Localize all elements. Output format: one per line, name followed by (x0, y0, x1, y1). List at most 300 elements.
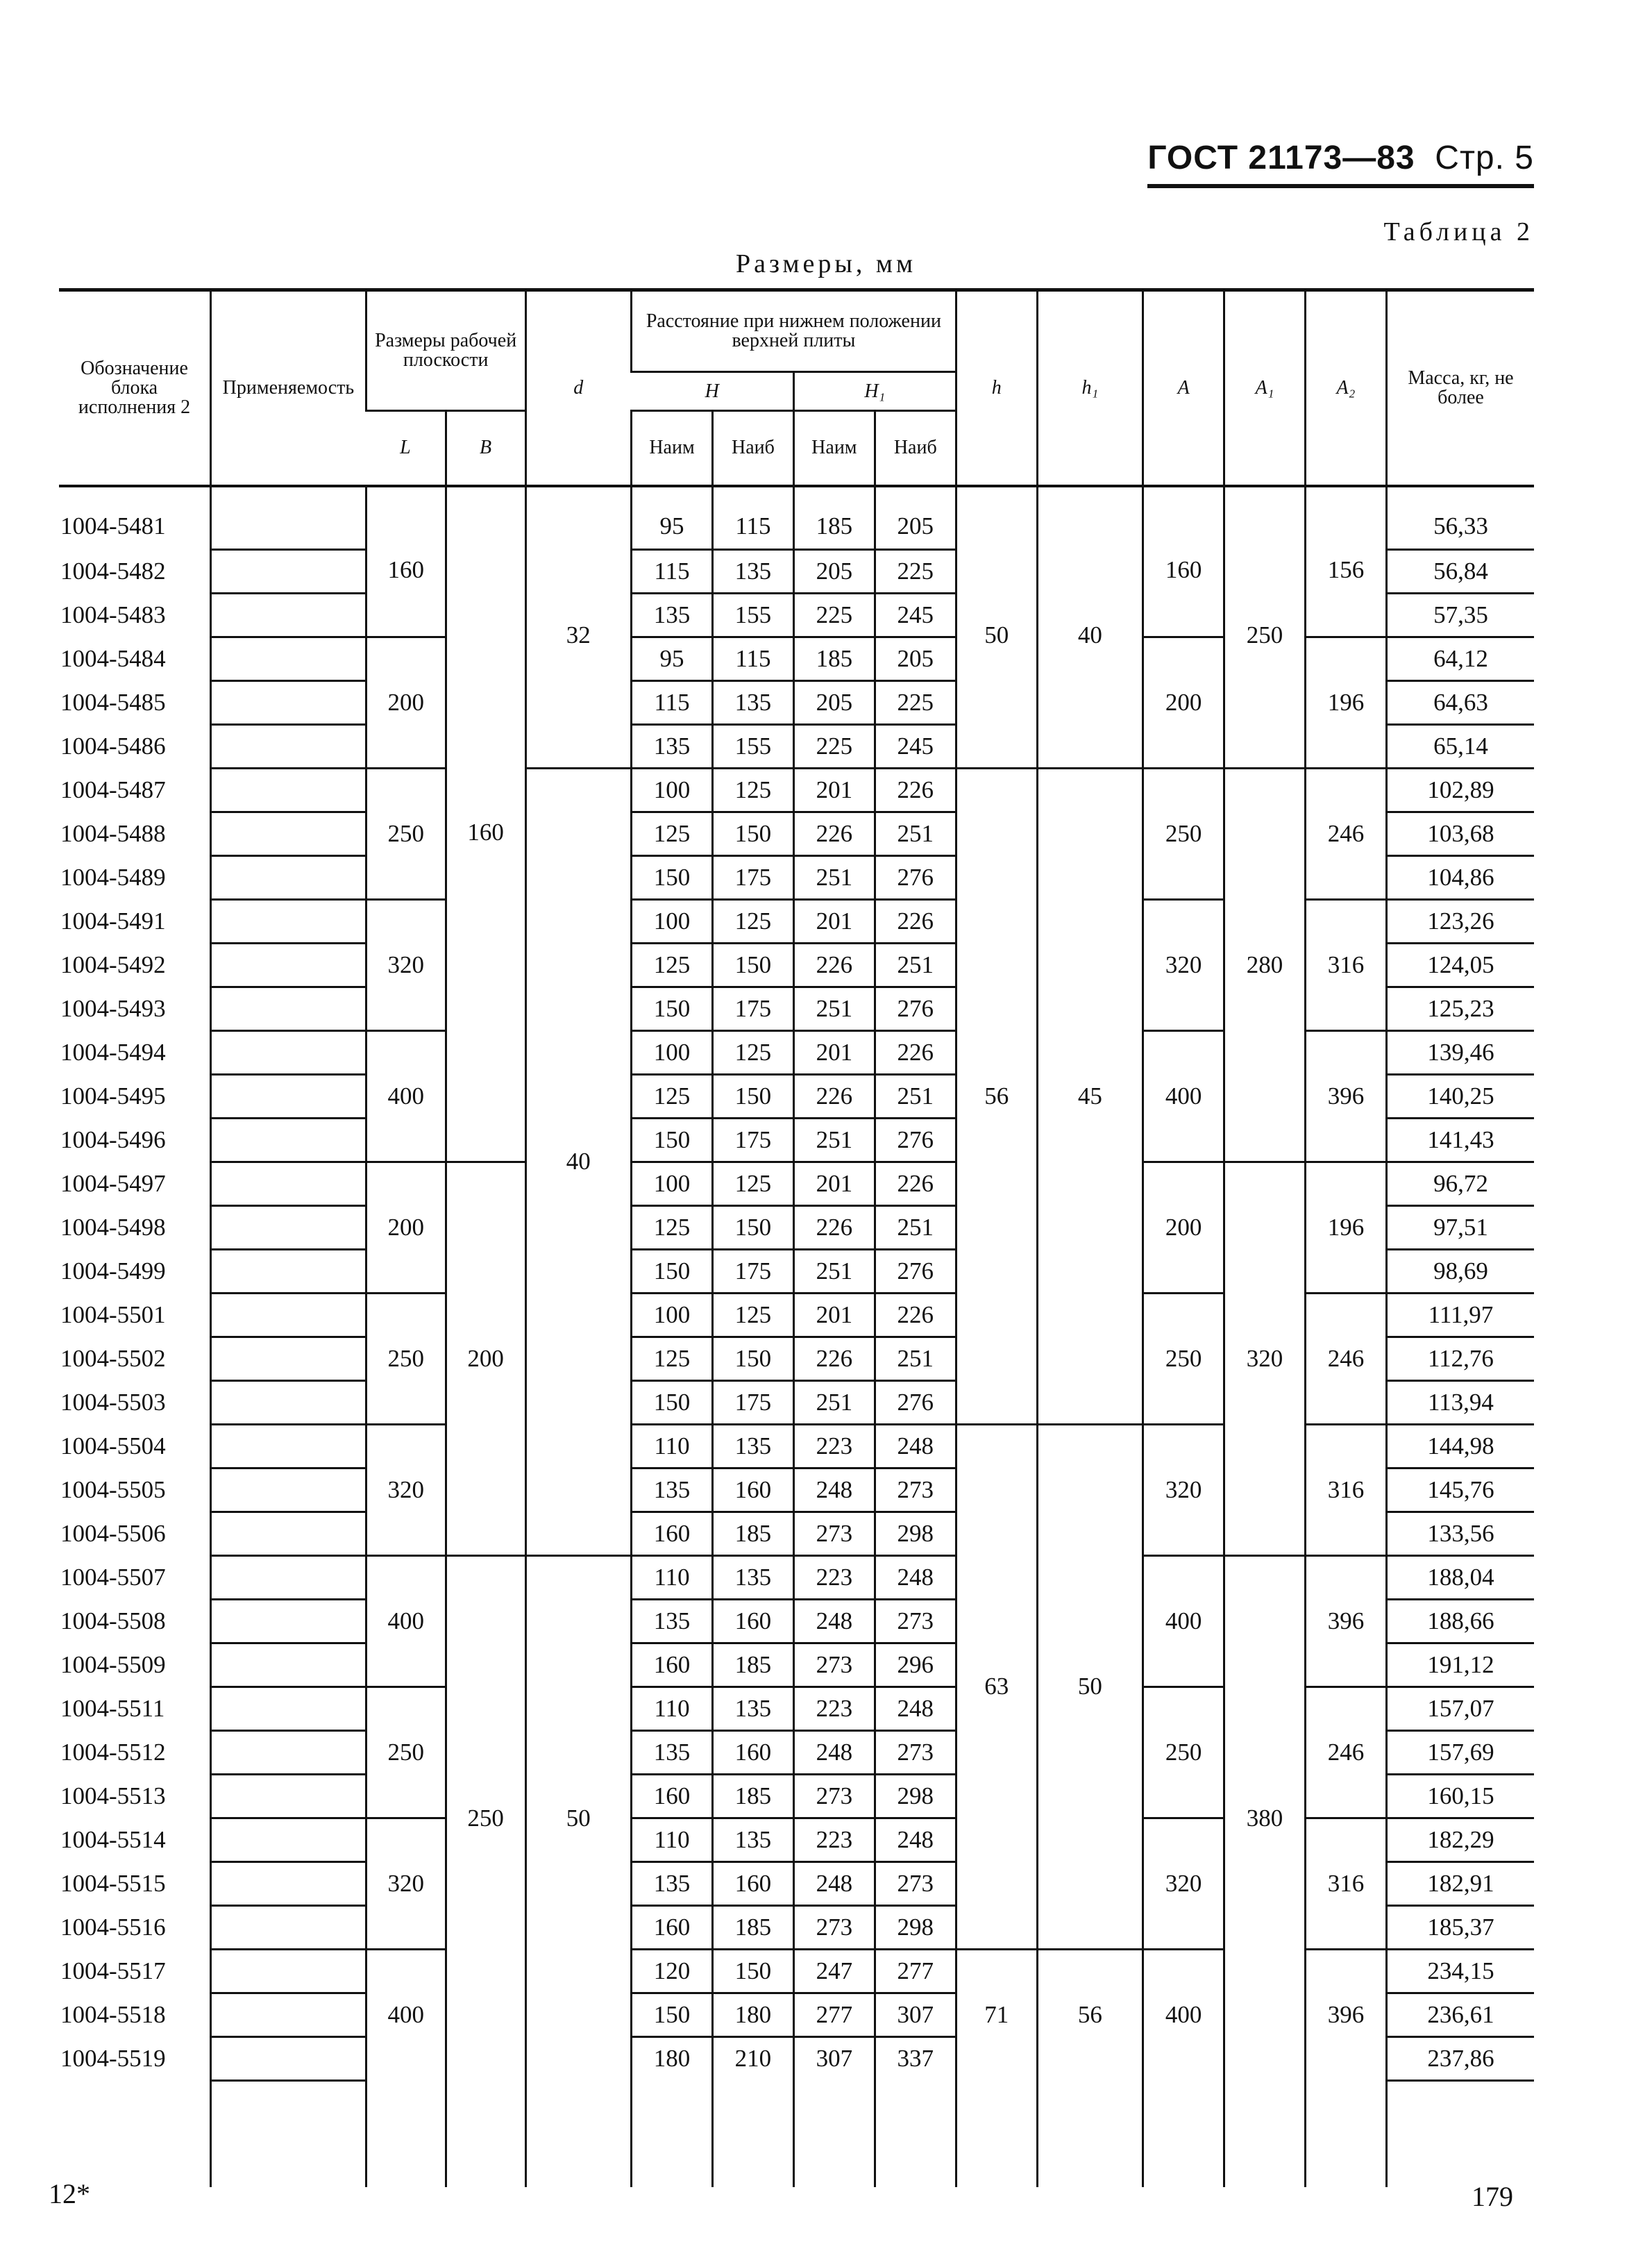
applicability-cell (211, 1249, 366, 1293)
mass-cell: 234,15 (1386, 1949, 1534, 1993)
A1-cell: 320 (1224, 1162, 1306, 1555)
col-H-max: Наиб (712, 411, 793, 486)
H-max-cell: 160 (712, 1730, 793, 1774)
H1-max-cell: 298 (875, 1512, 956, 1555)
H-min-cell: 110 (632, 1555, 713, 1599)
H-max-cell: 175 (712, 855, 793, 899)
footer-left: 12* (49, 2178, 90, 2209)
H1-max-cell: 225 (875, 549, 956, 593)
designation-cell: 1004-5512 (60, 1738, 166, 1766)
table-row (59, 1949, 1534, 1993)
H-min-cell: 95 (632, 486, 713, 550)
mass-cell: 97,51 (1386, 1205, 1534, 1249)
designation-cell: 1004-5483 (60, 601, 166, 628)
table-row (59, 1818, 1534, 1861)
H-min-cell: 110 (632, 1687, 713, 1730)
H1-min-cell: 226 (793, 1074, 875, 1118)
H-max-cell: 150 (712, 943, 793, 987)
H-min-cell: 100 (632, 1030, 713, 1074)
table-row (59, 1030, 1534, 1074)
L-cell: 250 (366, 768, 446, 899)
H1-min-cell: 223 (793, 1555, 875, 1599)
A2-cell: 246 (1306, 1687, 1387, 1818)
applicability-cell (211, 593, 366, 637)
table-label: Таблица 2 (1383, 217, 1534, 246)
mass-cell: 56,84 (1386, 549, 1534, 593)
applicability-cell (211, 1949, 366, 1993)
doc-code: ГОСТ 21173—83 (1147, 140, 1415, 176)
H1-min-cell: 223 (793, 1818, 875, 1861)
H-min-cell: 180 (632, 2036, 713, 2080)
mass-cell: 139,46 (1386, 1030, 1534, 1074)
H1-min-cell: 248 (793, 1861, 875, 1905)
designation-cell: 1004-5498 (60, 1213, 166, 1241)
col-mass: Масса, кг, не более (1386, 290, 1534, 486)
H-max-cell: 175 (712, 987, 793, 1030)
mass-cell: 140,25 (1386, 1074, 1534, 1118)
designation-cell: 1004-5513 (60, 1782, 166, 1809)
H-max-cell: 135 (712, 1555, 793, 1599)
mass-cell: 157,69 (1386, 1730, 1534, 1774)
H-min-cell: 150 (632, 1249, 713, 1293)
document-header (1147, 139, 1534, 188)
applicability-cell (211, 1030, 366, 1074)
H1-min-cell: 185 (793, 486, 875, 550)
designation-cell: 1004-5485 (60, 688, 166, 716)
H-min-cell: 160 (632, 1512, 713, 1555)
H-max-cell: 160 (712, 1861, 793, 1905)
mass-cell: 111,97 (1386, 1293, 1534, 1337)
mass-cell: 65,14 (1386, 724, 1534, 768)
H1-min-cell: 251 (793, 1249, 875, 1293)
mass-cell: 57,35 (1386, 593, 1534, 637)
A-cell: 250 (1143, 1293, 1224, 1424)
H-min-cell: 150 (632, 855, 713, 899)
H-min-cell: 160 (632, 1774, 713, 1818)
B-cell: 160 (446, 486, 525, 1162)
h1-cell: 50 (1037, 1424, 1143, 1949)
col-H1-max: Наиб (875, 411, 956, 486)
L-cell: 250 (366, 1687, 446, 1818)
H-min-cell: 125 (632, 1337, 713, 1380)
H-min-cell: 150 (632, 1118, 713, 1162)
H1-max-cell: 205 (875, 486, 956, 550)
H-min-cell: 135 (632, 724, 713, 768)
designation-cell: 1004-5492 (60, 951, 166, 978)
L-cell: 320 (366, 899, 446, 1030)
A2-cell: 246 (1306, 768, 1387, 899)
table-row (59, 1162, 1534, 1205)
applicability-cell (211, 1861, 366, 1905)
H-max-cell: 210 (712, 2036, 793, 2080)
H-min-cell: 100 (632, 768, 713, 812)
A2-cell: 396 (1306, 1949, 1387, 2080)
A-cell: 320 (1143, 1818, 1224, 1949)
H1-min-cell: 226 (793, 1205, 875, 1249)
A1-cell: 280 (1224, 768, 1306, 1162)
mass-cell: 64,12 (1386, 637, 1534, 680)
designation-cell: 1004-5511 (60, 1694, 165, 1722)
H-max-cell: 115 (712, 637, 793, 680)
H-max-cell: 185 (712, 1905, 793, 1949)
A-cell: 160 (1143, 486, 1224, 637)
col-h1: h₁ (1037, 290, 1143, 486)
col-designation: Обозначение блока исполнения 2 (78, 357, 191, 418)
H1-max-cell: 226 (875, 899, 956, 943)
H1-min-cell: 205 (793, 549, 875, 593)
H-min-cell: 150 (632, 987, 713, 1030)
applicability-cell (211, 1074, 366, 1118)
mass-cell: 236,61 (1386, 1993, 1534, 2036)
designation-cell: 1004-5481 (60, 512, 166, 540)
H-max-cell: 150 (712, 1205, 793, 1249)
H1-max-cell: 273 (875, 1599, 956, 1643)
designation-cell: 1004-5484 (60, 644, 166, 672)
H-max-cell: 175 (712, 1249, 793, 1293)
A2-cell: 396 (1306, 1030, 1387, 1162)
H-max-cell: 125 (712, 1030, 793, 1074)
applicability-cell (211, 1205, 366, 1249)
designation-cell: 1004-5508 (60, 1607, 166, 1634)
H1-min-cell: 201 (793, 1293, 875, 1337)
designation-cell: 1004-5515 (60, 1869, 166, 1897)
H-max-cell: 125 (712, 899, 793, 943)
H1-max-cell: 226 (875, 1030, 956, 1074)
h1-cell: 40 (1037, 486, 1143, 769)
mass-cell: 145,76 (1386, 1468, 1534, 1512)
designation-cell: 1004-5494 (60, 1038, 166, 1066)
table-row (59, 768, 1534, 812)
designation-cell: 1004-5493 (60, 994, 166, 1022)
applicability-cell (211, 1730, 366, 1774)
units-caption: Размеры, мм (735, 249, 916, 278)
applicability-cell (211, 855, 366, 899)
mass-cell: 133,56 (1386, 1512, 1534, 1555)
L-cell: 160 (366, 486, 446, 637)
H-max-cell: 150 (712, 1337, 793, 1380)
A2-cell: 246 (1306, 1293, 1387, 1424)
table-tail (59, 2080, 1534, 2187)
H-max-cell: 125 (712, 768, 793, 812)
designation-cell: 1004-5499 (60, 1257, 166, 1285)
applicability-cell (211, 2036, 366, 2080)
H-min-cell: 150 (632, 1380, 713, 1424)
H1-min-cell: 247 (793, 1949, 875, 1993)
table-row (59, 1424, 1534, 1468)
applicability-cell (211, 1118, 366, 1162)
B-cell: 250 (446, 1555, 525, 2080)
applicability-cell (211, 1380, 366, 1424)
H1-max-cell: 273 (875, 1861, 956, 1905)
mass-cell: 188,66 (1386, 1599, 1534, 1643)
H1-max-cell: 226 (875, 768, 956, 812)
H1-max-cell: 307 (875, 1993, 956, 2036)
L-cell: 320 (366, 1818, 446, 1949)
H-max-cell: 115 (712, 486, 793, 550)
h1-cell: 56 (1037, 1949, 1143, 2080)
H1-min-cell: 273 (793, 1905, 875, 1949)
h1-cell: 45 (1037, 768, 1143, 1424)
H1-min-cell: 251 (793, 1380, 875, 1424)
H-min-cell: 100 (632, 1162, 713, 1205)
H1-max-cell: 245 (875, 724, 956, 768)
H-max-cell: 135 (712, 1818, 793, 1861)
dimensions-table-wrap (59, 288, 1534, 2163)
H-max-cell: 185 (712, 1643, 793, 1687)
col-A2: A₂ (1306, 290, 1387, 486)
designation-cell: 1004-5507 (60, 1563, 166, 1591)
H-max-cell: 185 (712, 1512, 793, 1555)
H-max-cell: 125 (712, 1162, 793, 1205)
H1-min-cell: 273 (793, 1512, 875, 1555)
A-cell: 200 (1143, 1162, 1224, 1293)
H-max-cell: 135 (712, 1424, 793, 1468)
mass-cell: 123,26 (1386, 899, 1534, 943)
H-max-cell: 125 (712, 1293, 793, 1337)
applicability-cell (211, 1818, 366, 1861)
applicability-cell (211, 549, 366, 593)
H1-max-cell: 277 (875, 1949, 956, 1993)
H1-min-cell: 251 (793, 1118, 875, 1162)
H-max-cell: 155 (712, 724, 793, 768)
mass-cell: 104,86 (1386, 855, 1534, 899)
mass-cell: 96,72 (1386, 1162, 1534, 1205)
mass-cell: 182,91 (1386, 1861, 1534, 1905)
H1-min-cell: 248 (793, 1468, 875, 1512)
col-B: B (446, 411, 525, 486)
table-row (59, 1687, 1534, 1730)
H1-max-cell: 251 (875, 1205, 956, 1249)
H-min-cell: 95 (632, 637, 713, 680)
designation-cell: 1004-5487 (60, 776, 166, 803)
h-cell: 56 (956, 768, 1037, 1424)
H1-max-cell: 298 (875, 1774, 956, 1818)
applicability-cell (211, 812, 366, 855)
H-min-cell: 100 (632, 1293, 713, 1337)
designation-cell: 1004-5491 (60, 907, 166, 935)
designation-cell: 1004-5517 (60, 1957, 166, 1984)
mass-cell: 64,63 (1386, 680, 1534, 724)
applicability-cell (211, 1774, 366, 1818)
applicability-cell (211, 1905, 366, 1949)
applicability-cell (211, 1337, 366, 1380)
H-min-cell: 125 (632, 812, 713, 855)
designation-cell: 1004-5502 (60, 1344, 166, 1372)
mass-cell: 102,89 (1386, 768, 1534, 812)
H-min-cell: 160 (632, 1905, 713, 1949)
H-min-cell: 120 (632, 1949, 713, 1993)
H1-max-cell: 276 (875, 1118, 956, 1162)
L-cell: 250 (366, 1293, 446, 1424)
dimensions-table (59, 288, 1534, 2187)
H1-max-cell: 248 (875, 1687, 956, 1730)
h-cell: 63 (956, 1424, 1037, 1949)
page-number: 179 (1472, 2181, 1513, 2212)
mass-cell: 144,98 (1386, 1424, 1534, 1468)
H1-min-cell: 205 (793, 680, 875, 724)
H1-min-cell: 225 (793, 724, 875, 768)
H1-max-cell: 225 (875, 680, 956, 724)
applicability-cell (211, 899, 366, 943)
L-cell: 200 (366, 1162, 446, 1293)
H1-min-cell: 201 (793, 1030, 875, 1074)
H1-max-cell: 248 (875, 1424, 956, 1468)
mass-cell: 125,23 (1386, 987, 1534, 1030)
H1-min-cell: 273 (793, 1643, 875, 1687)
A-cell: 250 (1143, 768, 1224, 899)
A1-cell: 250 (1224, 486, 1306, 769)
d-cell: 40 (525, 768, 632, 1555)
H-max-cell: 160 (712, 1599, 793, 1643)
H1-max-cell: 248 (875, 1555, 956, 1599)
H-max-cell: 155 (712, 593, 793, 637)
H1-max-cell: 276 (875, 1380, 956, 1424)
H-max-cell: 180 (712, 1993, 793, 2036)
A2-cell: 396 (1306, 1555, 1387, 1687)
H1-max-cell: 273 (875, 1468, 956, 1512)
mass-cell: 56,33 (1386, 486, 1534, 550)
mass-cell: 191,12 (1386, 1643, 1534, 1687)
A-cell: 320 (1143, 899, 1224, 1030)
H1-max-cell: 337 (875, 2036, 956, 2080)
designation-cell: 1004-5488 (60, 819, 166, 847)
H1-min-cell: 226 (793, 812, 875, 855)
h-cell: 50 (956, 486, 1037, 769)
H-max-cell: 135 (712, 1687, 793, 1730)
mass-cell: 185,37 (1386, 1905, 1534, 1949)
applicability-cell (211, 1512, 366, 1555)
H1-max-cell: 273 (875, 1730, 956, 1774)
d-cell: 50 (525, 1555, 632, 2080)
applicability-cell (211, 1993, 366, 2036)
H-max-cell: 150 (712, 1074, 793, 1118)
H-min-cell: 125 (632, 1074, 713, 1118)
H-min-cell: 110 (632, 1818, 713, 1861)
designation-cell: 1004-5496 (60, 1126, 166, 1153)
H1-min-cell: 248 (793, 1730, 875, 1774)
applicability-cell (211, 637, 366, 680)
page-label: Стр. 5 (1435, 140, 1534, 176)
L-cell: 320 (366, 1424, 446, 1555)
applicability-cell (211, 486, 366, 550)
A-cell: 320 (1143, 1424, 1224, 1555)
H1-min-cell: 201 (793, 768, 875, 812)
col-d: d (525, 290, 632, 486)
applicability-cell (211, 680, 366, 724)
designation-cell: 1004-5503 (60, 1388, 166, 1416)
mass-cell: 113,94 (1386, 1380, 1534, 1424)
designation-cell: 1004-5495 (60, 1082, 166, 1110)
A2-cell: 156 (1306, 486, 1387, 637)
H-min-cell: 135 (632, 1861, 713, 1905)
A-cell: 400 (1143, 1949, 1224, 2080)
A-cell: 200 (1143, 637, 1224, 768)
B-cell: 200 (446, 1162, 525, 1555)
A-cell: 400 (1143, 1030, 1224, 1162)
H1-min-cell: 201 (793, 1162, 875, 1205)
L-cell: 400 (366, 1030, 446, 1162)
H1-min-cell: 251 (793, 987, 875, 1030)
H-max-cell: 160 (712, 1468, 793, 1512)
d-cell: 32 (525, 486, 632, 769)
table-row (59, 486, 1534, 550)
H-min-cell: 135 (632, 593, 713, 637)
col-H-min: Наим (632, 411, 713, 486)
table-body (59, 486, 1534, 2081)
mass-cell: 237,86 (1386, 2036, 1534, 2080)
H-min-cell: 160 (632, 1643, 713, 1687)
H-max-cell: 185 (712, 1774, 793, 1818)
applicability-cell (211, 943, 366, 987)
A-cell: 400 (1143, 1555, 1224, 1687)
H1-min-cell: 277 (793, 1993, 875, 2036)
A2-cell: 316 (1306, 1818, 1387, 1949)
designation-cell: 1004-5516 (60, 1913, 166, 1941)
mass-cell: 188,04 (1386, 1555, 1534, 1599)
H-max-cell: 175 (712, 1118, 793, 1162)
H1-max-cell: 251 (875, 943, 956, 987)
mass-cell: 141,43 (1386, 1118, 1534, 1162)
H-min-cell: 125 (632, 1205, 713, 1249)
H-max-cell: 135 (712, 549, 793, 593)
designation-cell: 1004-5482 (60, 557, 166, 585)
H1-min-cell: 307 (793, 2036, 875, 2080)
applicability-cell (211, 987, 366, 1030)
mass-cell: 124,05 (1386, 943, 1534, 987)
H-min-cell: 125 (632, 943, 713, 987)
col-distance: Расстояние при нижнем положении верхней плиты (632, 290, 956, 372)
col-A1: A₁ (1224, 290, 1306, 486)
mass-cell: 157,07 (1386, 1687, 1534, 1730)
A2-cell: 316 (1306, 899, 1387, 1030)
mass-cell: 112,76 (1386, 1337, 1534, 1380)
A1-cell: 380 (1224, 1555, 1306, 2080)
col-L: L (400, 437, 411, 459)
applicability-cell (211, 1162, 366, 1205)
H-min-cell: 135 (632, 1468, 713, 1512)
designation-cell: 1004-5501 (60, 1300, 166, 1328)
mass-cell: 98,69 (1386, 1249, 1534, 1293)
mass-cell: 103,68 (1386, 812, 1534, 855)
H1-max-cell: 226 (875, 1162, 956, 1205)
H1-min-cell: 223 (793, 1424, 875, 1468)
H1-min-cell: 248 (793, 1599, 875, 1643)
mass-cell: 182,29 (1386, 1818, 1534, 1861)
applicability-cell (211, 724, 366, 768)
H1-min-cell: 225 (793, 593, 875, 637)
applicability-cell (211, 1424, 366, 1468)
H-min-cell: 135 (632, 1730, 713, 1774)
applicability-cell (211, 1555, 366, 1599)
designation-cell: 1004-5489 (60, 863, 166, 891)
H1-min-cell: 185 (793, 637, 875, 680)
H1-max-cell: 276 (875, 987, 956, 1030)
H1-max-cell: 251 (875, 1074, 956, 1118)
L-cell: 400 (366, 1949, 446, 2080)
H-max-cell: 150 (712, 1949, 793, 1993)
H1-max-cell: 226 (875, 1293, 956, 1337)
table-row (59, 899, 1534, 943)
H1-max-cell: 205 (875, 637, 956, 680)
designation-cell: 1004-5514 (60, 1825, 166, 1853)
applicability-cell (211, 768, 366, 812)
H1-max-cell: 248 (875, 1818, 956, 1861)
H-min-cell: 110 (632, 1424, 713, 1468)
H1-max-cell: 298 (875, 1905, 956, 1949)
designation-cell: 1004-5519 (60, 2044, 166, 2072)
H1-max-cell: 296 (875, 1643, 956, 1687)
H-min-cell: 135 (632, 1599, 713, 1643)
